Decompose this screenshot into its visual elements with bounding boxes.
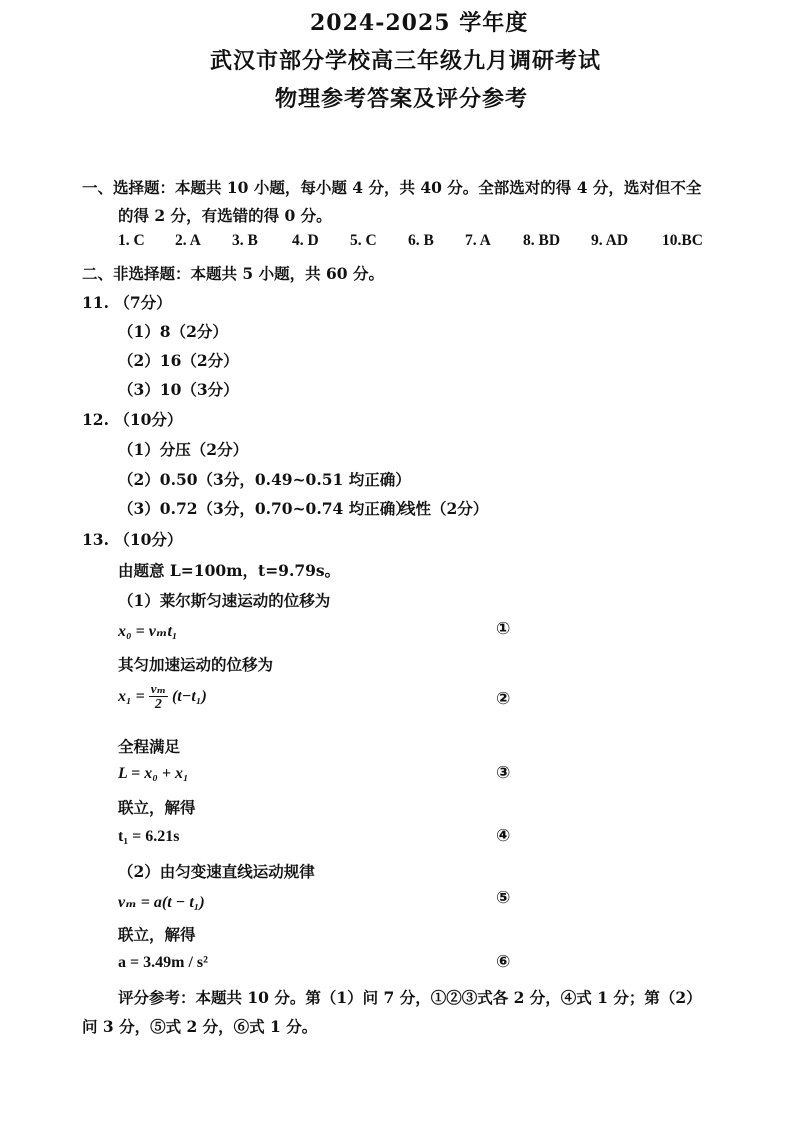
q11-answer-3: （3）10（3分） <box>118 380 239 399</box>
q12-answer-3: （3）0.72（3分，0.70~0.74 均正确） <box>118 499 411 518</box>
choice-answer: 8. BD <box>523 232 561 249</box>
equation-2-fraction <box>149 682 168 712</box>
q11-answer-1: （1）8（2分） <box>118 322 228 341</box>
equation-marker-6: ⑥ <box>496 952 511 972</box>
q12-heading: 12. （10分） <box>82 410 183 429</box>
header-subject-title: 物理参考答案及评分参考 <box>275 86 529 112</box>
choice-answer: 6. B <box>408 232 434 249</box>
q13-given: 由题意 L=100m，t=9.79s。 <box>118 561 341 580</box>
part1-instruction-line1: 一、选择题：本题共 10 小题，每小题 4 分，共 40 分。全部选对的得 4 分，选对但不全 <box>82 178 702 197</box>
part1-instruction-line2: 的得 2 分，有选错的得 0 分。 <box>118 206 332 225</box>
choice-answer: 4. D <box>292 232 319 249</box>
equation-1: x₀ = vₘt₁ <box>118 623 178 640</box>
equation-marker-1: ① <box>496 619 511 639</box>
q13-heading: 13. （10分） <box>82 530 183 549</box>
equation-6: a = 3.49m / s² <box>118 954 208 971</box>
choice-answer: 10.BC <box>662 232 703 249</box>
equation-3: L = x₀ + x₁ <box>118 765 189 782</box>
header-year: 2024-2025 学年度 <box>310 10 529 36</box>
equation-4: t₁ = 6.21s <box>118 828 180 845</box>
equation-marker-3: ③ <box>496 763 511 783</box>
equation-2-lhs: x₁ = <box>118 688 145 705</box>
part2-heading: 二、非选择题：本题共 5 小题，共 60 分。 <box>82 264 384 283</box>
q12-answer-2: （2）0.50（3分，0.49~0.51 均正确） <box>118 470 411 489</box>
q13-solve-2: 联立，解得 <box>118 925 196 944</box>
q12-answer-1: （1）分压（2分） <box>118 440 249 459</box>
q13-accel-intro: 其匀加速运动的位移为 <box>118 655 274 674</box>
equation-2 <box>118 682 207 712</box>
q12-answer-3-linear: 线性（2分） <box>400 499 489 518</box>
equation-marker-2: ② <box>496 689 511 709</box>
equation-2-rhs: (t−t₁) <box>171 688 207 705</box>
equation-5: vₘ = a(t − t₁) <box>118 894 205 911</box>
q13-scoring-line2: 问 3 分，⑤式 2 分，⑥式 1 分。 <box>82 1017 318 1036</box>
q11-answer-2: （2）16（2分） <box>118 351 239 370</box>
choice-answer: 2. A <box>175 232 201 249</box>
header-exam-title: 武汉市部分学校高三年级九月调研考试 <box>210 48 602 74</box>
q13-part1-intro: （1）莱尔斯匀速运动的位移为 <box>118 591 331 610</box>
q13-total-condition: 全程满足 <box>118 737 181 756</box>
choice-answer: 9. AD <box>591 232 629 249</box>
choice-answer: 7. A <box>465 232 491 249</box>
q13-scoring-line1: 评分参考：本题共 10 分。第（1）问 7 分，①②③式各 2 分，④式 1 分；第（2） <box>118 988 702 1007</box>
choice-answer: 3. B <box>232 232 258 249</box>
equation-2-numerator: vₘ <box>150 681 166 696</box>
q13-part2-intro: （2）由匀变速直线运动规律 <box>118 862 315 881</box>
equation-marker-4: ④ <box>496 826 511 846</box>
choice-answer: 5. C <box>350 232 377 249</box>
equation-2-denominator: 2 <box>154 697 162 712</box>
q13-solve-1: 联立，解得 <box>118 798 196 817</box>
q11-heading: 11. （7分） <box>82 293 172 312</box>
choice-answer: 1. C <box>118 232 145 249</box>
equation-marker-5: ⑤ <box>496 888 511 908</box>
